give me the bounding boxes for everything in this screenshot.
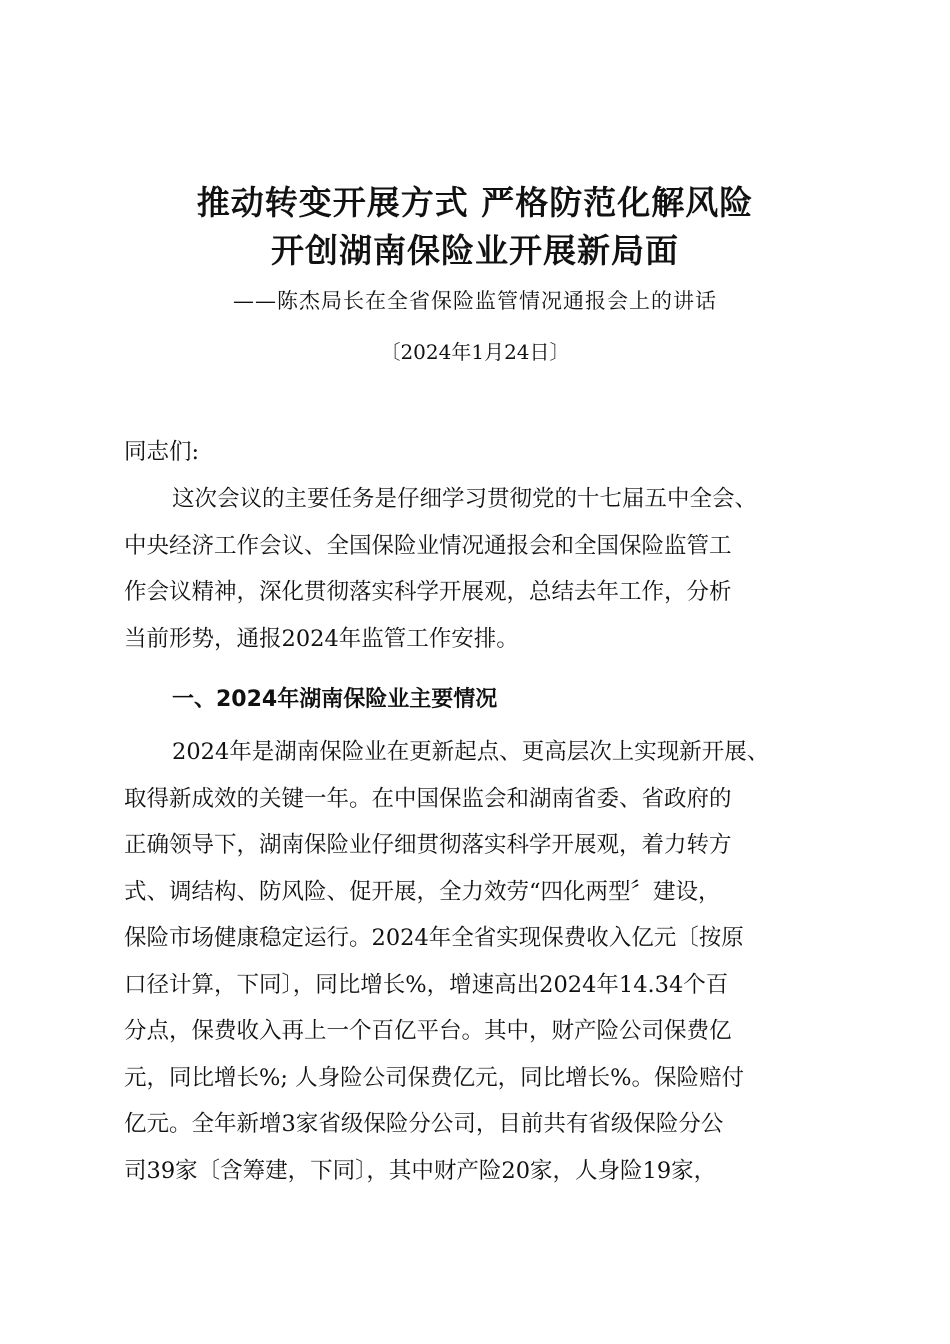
paragraph-line: 亿元。全年新增3家省级保险分公司，目前共有省级保险分公 — [124, 1111, 724, 1137]
paragraph-line: 分点，保费收入再上一个百亿平台。其中，财产险公司保费亿 — [124, 1018, 732, 1044]
section-heading-1: 一、2024年湖南保险业主要情况 — [172, 687, 498, 712]
paragraph-line: 司39家〔含筹建，下同〕，其中财产险20家，人身险19家， — [124, 1157, 717, 1184]
paragraph-line: 保险市场健康稳定运行。2024年全省实现保费收入亿元〔按原 — [124, 925, 744, 951]
paragraph-line: 正确领导下，湖南保险业仔细贯彻落实科学开展观，着力转方 — [124, 832, 732, 858]
paragraph-intro — [124, 481, 757, 667]
paragraph-line: 作会议精神，深化贯彻落实科学开展观，总结去年工作，分析 — [124, 579, 732, 605]
document-title-line-1: 推动转变开展方式 严格防范化解风险 — [196, 183, 754, 222]
salutation: 同志们: — [124, 439, 200, 465]
paragraph-line: 2024年是湖南保险业在更新起点、更高层次上实现新开展、 — [172, 739, 770, 765]
paragraph-line: 中央经济工作会议、全国保险业情况通报会和全国保险监管工 — [124, 532, 732, 559]
paragraph-line: 取得新成效的关键一年。在中国保监会和湖南省委、省政府的 — [124, 785, 732, 812]
paragraph-line: 这次会议的主要任务是仔细学习贯彻党的十七届五中全会、 — [172, 486, 758, 512]
paragraph-line: 当前形势，通报2024年监管工作安排。 — [124, 625, 519, 652]
document-title-line-2: 开创湖南保险业开展新局面 — [271, 231, 679, 270]
paragraph-2024-overview — [124, 734, 769, 1199]
document-subtitle: ——陈杰局长在全省保险监管情况通报会上的讲话 — [233, 289, 717, 313]
paragraph-line: 式、调结构、防风险、促开展，全力效劳“四化两型〞建设， — [124, 878, 721, 905]
paragraph-line: 元，同比增长%; 人身险公司保费亿元，同比增长%。保险赔付 — [124, 1064, 744, 1091]
paragraph-line: 口径计算，下同〕，同比增长%，增速高出2024年14.34个百 — [124, 971, 729, 998]
document-date: 〔2024年1月24日〕 — [380, 340, 570, 364]
